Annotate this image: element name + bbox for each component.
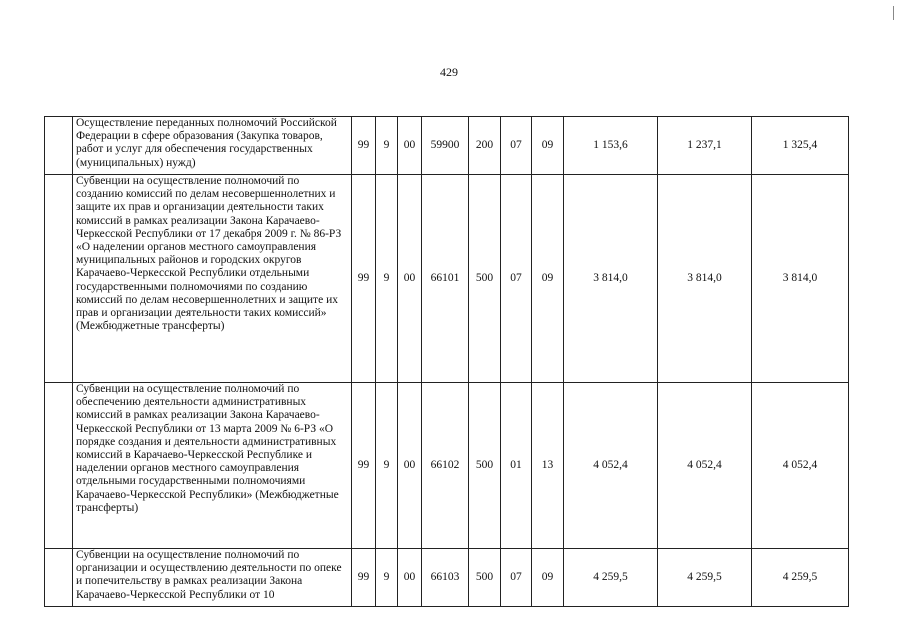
amount-2-cell: 1 237,1 xyxy=(658,117,752,175)
index-cell xyxy=(45,175,73,383)
description-cell: Субвенции на осуществление полномочий по созданию комиссий по делам несовершеннолетних и защите их прав и организации деятельности таких комиссий в рамках реализации Закона Карачаево-Черкесской Республики от 17 декабря 2009 г. № 86-РЗ «О наделении органов местного самоуправления муниципальных районов и городских округов Карачаево-Черкесской Республики отдельными государственными полномочиями по созданию комиссий по делам несовершеннолетних и защите их прав и организации деятельности таких комиссий» (Межбюджетные трансферты) xyxy=(73,175,352,383)
subsection-cell: 09 xyxy=(532,549,564,607)
index-cell xyxy=(45,117,73,175)
amount-3-cell: 3 814,0 xyxy=(752,175,849,383)
amount-2-cell: 3 814,0 xyxy=(658,175,752,383)
index-cell xyxy=(45,383,73,549)
section-cell: 01 xyxy=(501,383,532,549)
subsection-cell: 09 xyxy=(532,117,564,175)
table-row xyxy=(45,383,849,549)
expense-type-cell: 500 xyxy=(469,383,501,549)
scan-edge-mark xyxy=(893,6,894,20)
group-cell: 00 xyxy=(398,117,422,175)
description-cell: Субвенции на осуществление полномочий по организации и осуществлению деятельности по опеке и попечительству в рамках реализации Закона Карачаево-Черкесской Республики от 10 xyxy=(73,549,352,607)
amount-1-cell: 4 052,4 xyxy=(564,383,658,549)
amount-2-cell: 4 052,4 xyxy=(658,383,752,549)
subprogram-cell: 9 xyxy=(376,549,398,607)
program-cell: 99 xyxy=(352,175,376,383)
expense-type-cell: 500 xyxy=(469,549,501,607)
direction-cell: 66101 xyxy=(422,175,469,383)
subprogram-cell: 9 xyxy=(376,175,398,383)
subprogram-cell: 9 xyxy=(376,383,398,549)
program-cell: 99 xyxy=(352,117,376,175)
direction-cell: 66102 xyxy=(422,383,469,549)
direction-cell: 59900 xyxy=(422,117,469,175)
group-cell: 00 xyxy=(398,549,422,607)
amount-3-cell: 1 325,4 xyxy=(752,117,849,175)
program-cell: 99 xyxy=(352,549,376,607)
table-row xyxy=(45,117,849,175)
amount-1-cell: 3 814,0 xyxy=(564,175,658,383)
amount-3-cell: 4 259,5 xyxy=(752,549,849,607)
amount-2-cell: 4 259,5 xyxy=(658,549,752,607)
subprogram-cell: 9 xyxy=(376,117,398,175)
amount-1-cell: 4 259,5 xyxy=(564,549,658,607)
description-cell: Субвенции на осуществление полномочий по обеспечению деятельности административных комиссий в рамках реализации Закона Карачаево-Черкесской Республики от 13 марта 2009 № 6-РЗ «О порядке создания и деятельности административных комиссий в Карачаево-Черкесской Республике и наделении органов местного самоуправления отдельными государственными полномочиями Карачаево-Черкесской Республики» (Межбюджетные трансферты) xyxy=(73,383,352,549)
group-cell: 00 xyxy=(398,175,422,383)
group-cell: 00 xyxy=(398,383,422,549)
table-row xyxy=(45,549,849,607)
subsection-cell: 13 xyxy=(532,383,564,549)
section-cell: 07 xyxy=(501,549,532,607)
section-cell: 07 xyxy=(501,175,532,383)
subsection-cell: 09 xyxy=(532,175,564,383)
program-cell: 99 xyxy=(352,383,376,549)
expense-type-cell: 200 xyxy=(469,117,501,175)
budget-table xyxy=(44,116,849,607)
expense-type-cell: 500 xyxy=(469,175,501,383)
direction-cell: 66103 xyxy=(422,549,469,607)
page-number: 429 xyxy=(440,65,458,79)
amount-1-cell: 1 153,6 xyxy=(564,117,658,175)
table-row xyxy=(45,175,849,383)
description-cell: Осуществление переданных полномочий Российской Федерации в сфере образования (Закупка товаров, работ и услуг для обеспечения государственных (муниципальных) нужд) xyxy=(73,117,352,175)
amount-3-cell: 4 052,4 xyxy=(752,383,849,549)
section-cell: 07 xyxy=(501,117,532,175)
index-cell xyxy=(45,549,73,607)
